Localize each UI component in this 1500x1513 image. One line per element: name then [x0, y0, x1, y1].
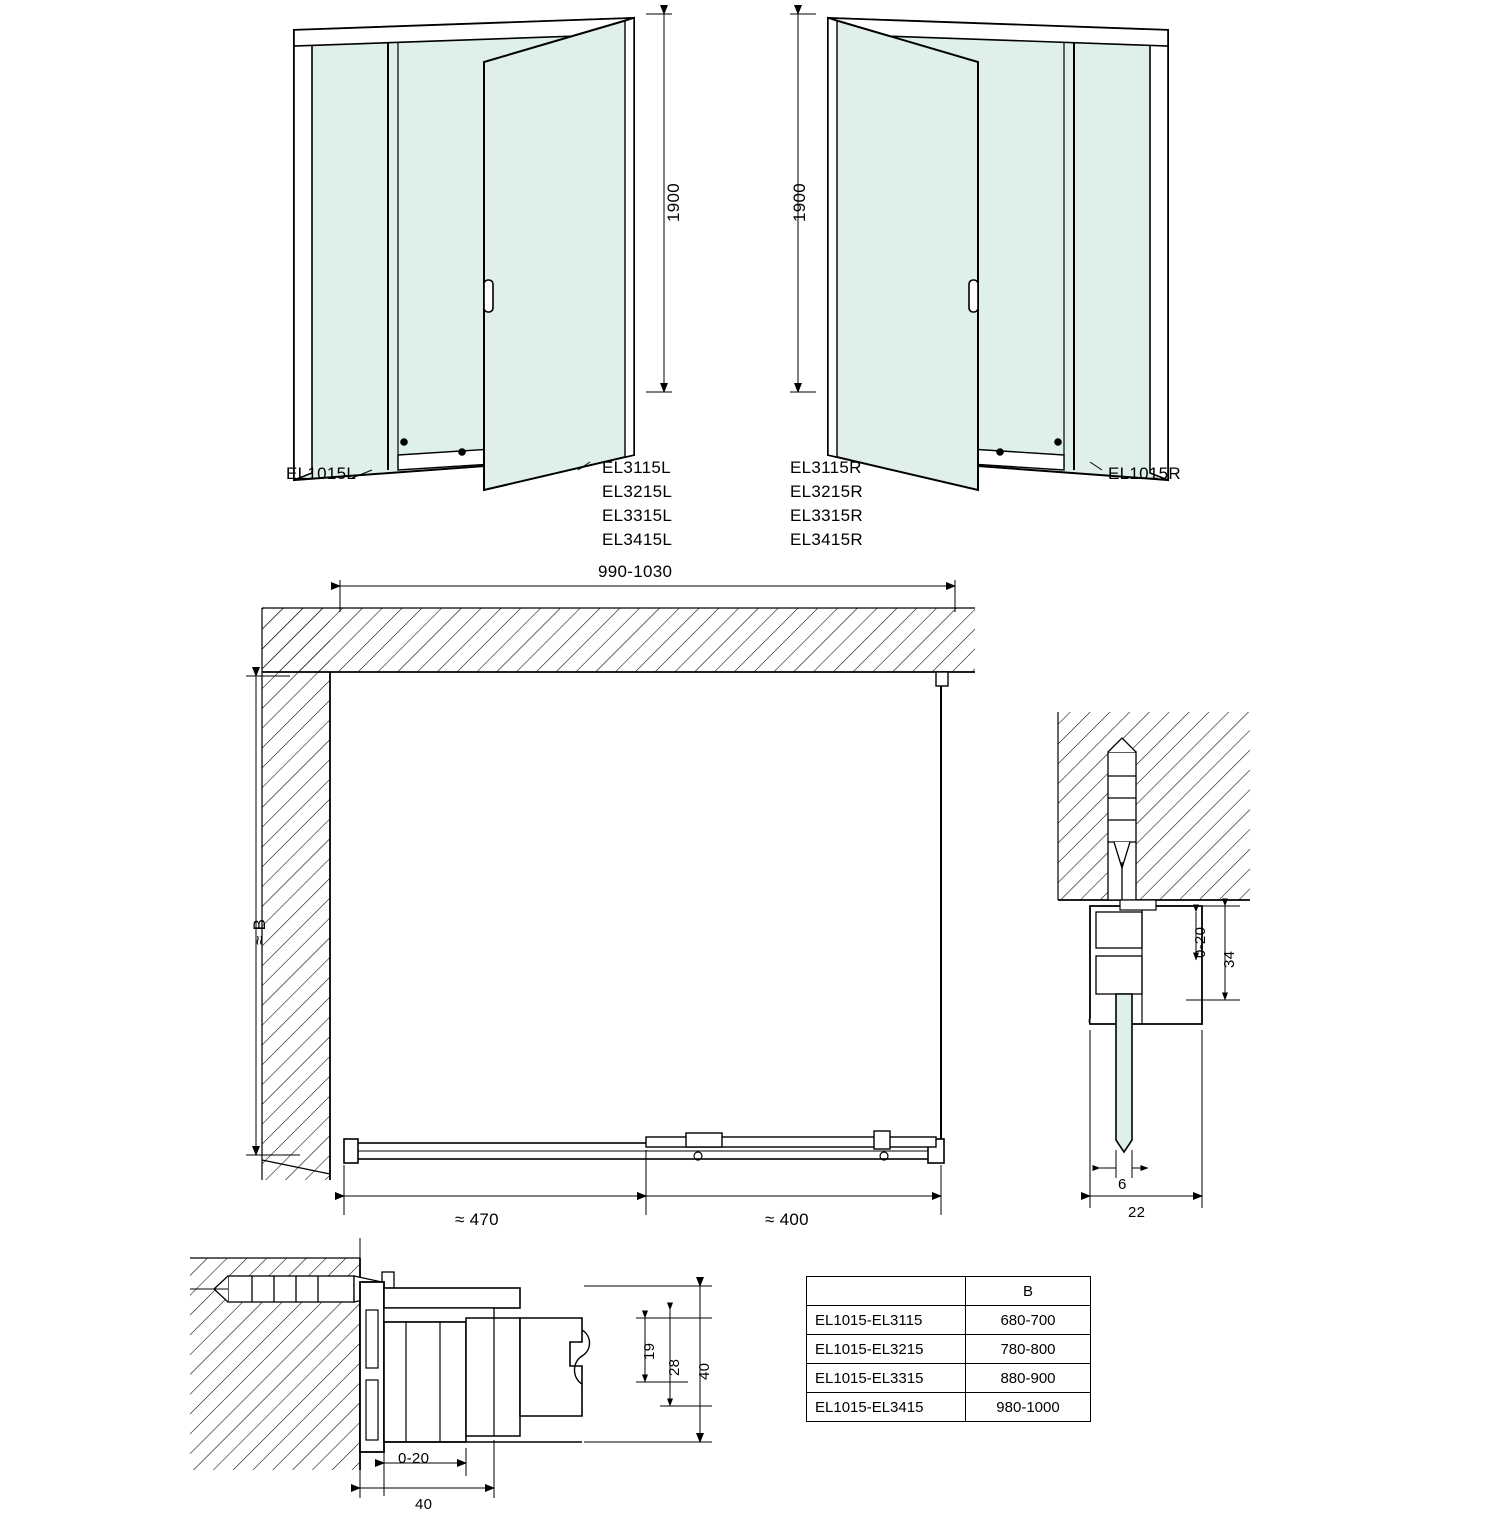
table-header-model [807, 1277, 966, 1306]
table-row [807, 1364, 1091, 1393]
plan-view [246, 580, 975, 1215]
bottom-profile-mid-height-label: 28 [666, 1358, 683, 1376]
table-cell-b: 680-700 [966, 1306, 1091, 1335]
table-row [807, 1393, 1091, 1422]
bottom-profile-adjust-label: 0-20 [398, 1450, 430, 1467]
dimension-table [806, 1276, 1091, 1422]
iso-right-side-label-4: EL3415R [790, 530, 863, 549]
iso-left-side-label-4: EL3415L [602, 530, 673, 549]
plan-side-dimension: ≈ B [250, 918, 269, 945]
plan-top-dimension: 990-1030 [598, 562, 673, 581]
table-cell-model: EL1015-EL3115 [807, 1306, 966, 1335]
bottom-profile-inner-height-label: 19 [641, 1342, 658, 1360]
iso-right-side-label-3: EL3315R [790, 506, 863, 525]
wall-profile-adjust-label: 0-20 [1192, 926, 1209, 958]
table-cell-model: EL1015-EL3215 [807, 1335, 966, 1364]
iso-view-left [294, 14, 672, 490]
iso-right-panel-label: EL1015R [1108, 464, 1181, 483]
bottom-profile-outer-height-label: 40 [696, 1362, 713, 1380]
iso-right-height-label: 1900 [790, 182, 809, 222]
wall-profile-width-label: 22 [1128, 1204, 1146, 1221]
table-cell-model: EL1015-EL3315 [807, 1364, 966, 1393]
iso-left-height-label: 1900 [664, 182, 683, 222]
wall-profile-depth-label: 34 [1221, 950, 1238, 968]
bottom-profile-width-label: 40 [415, 1496, 433, 1513]
table-header-b: B [966, 1277, 1091, 1306]
iso-right-side-label-2: EL3215R [790, 482, 863, 501]
table-cell-b: 880-900 [966, 1364, 1091, 1393]
table-row [807, 1306, 1091, 1335]
iso-left-side-label-2: EL3215L [602, 482, 673, 501]
plan-bottom-left-dimension: ≈ 470 [455, 1210, 499, 1229]
table-row [807, 1335, 1091, 1364]
detail-bottom-profile [190, 1238, 712, 1498]
iso-view-right [790, 14, 1168, 490]
plan-bottom-right-dimension: ≈ 400 [765, 1210, 809, 1229]
table-cell-model: EL1015-EL3415 [807, 1393, 966, 1422]
iso-left-panel-label: EL1015L [286, 464, 357, 483]
wall-profile-glass-label: 6 [1118, 1176, 1127, 1193]
iso-left-side-label-3: EL3315L [602, 506, 673, 525]
table-cell-b: 780-800 [966, 1335, 1091, 1364]
iso-left-side-label-1: EL3115L [602, 458, 671, 477]
table-cell-b: 980-1000 [966, 1393, 1091, 1422]
table-header-row [807, 1277, 1091, 1306]
iso-right-side-label-1: EL3115R [790, 458, 862, 477]
